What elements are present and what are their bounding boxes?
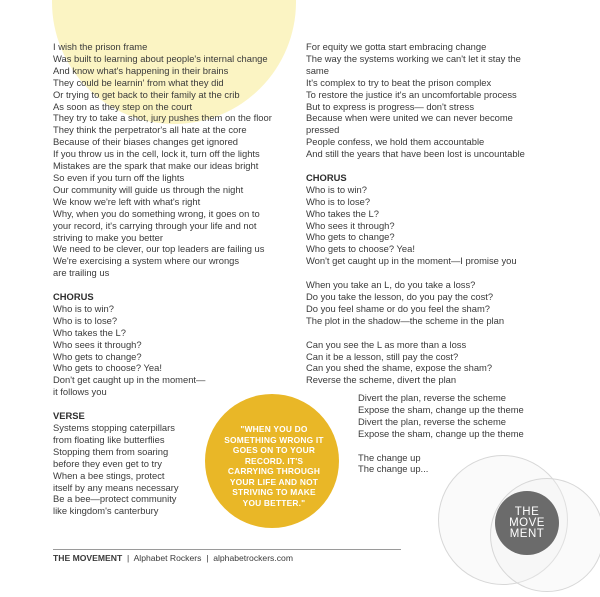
lyric-line: Expose the sham, change up the theme <box>358 403 524 415</box>
lyric-line: To restore the justice it's an uncomfortable process <box>306 88 517 100</box>
lyric-line: Who gets to choose? Yea! <box>306 243 415 255</box>
stanza-break <box>306 160 525 172</box>
lyric-line: Who gets to change? <box>53 350 142 362</box>
lyric-line: We need to be clever, our top leaders are failing us <box>53 243 265 255</box>
lyric-line: Who gets to change? <box>306 231 395 243</box>
lyric-line: your record, it's carrying through your life and not <box>53 219 257 231</box>
lyric-line: from floating like butterflies <box>53 433 165 445</box>
lyric-line: Do you take the lesson, do you pay the cost? <box>306 291 494 302</box>
lyric-line: They think the perpetrator's all hate at the core <box>53 124 247 136</box>
lyric-line: Can it be a lesson, still pay the cost? <box>306 350 459 362</box>
footer-artist: Alphabet Rockers <box>133 553 202 563</box>
lyric-line: Do you feel shame or do you feel the sham? <box>306 302 490 314</box>
lyric-line: When you take an L, do you take a loss? <box>306 279 476 291</box>
lyric-line: When a bee stings, protect <box>53 469 165 481</box>
lyric-line: We're exercising a system where our wrongs <box>53 255 240 267</box>
lyric-line: Who sees it through? <box>306 219 395 231</box>
lyric-line: And still the years that have been lost is uncountable <box>306 148 525 160</box>
lyric-line: Who takes the L? <box>53 326 126 338</box>
lyric-line: itself by any means necessary <box>53 481 179 493</box>
lyric-line: Be a bee—protect community <box>53 493 177 505</box>
lyric-line: Who gets to choose? Yea! <box>53 362 162 374</box>
lyrics-column-bridge <box>358 392 524 475</box>
lyric-line: But to express is progress— don't stress <box>306 100 475 112</box>
lyric-line: If you throw us in the cell, lock it, turn off the lights <box>53 148 260 160</box>
lyric-line: Won't get caught up in the moment—I promise you <box>306 255 517 267</box>
lyric-line: Can you shed the shame, expose the sham? <box>306 362 493 374</box>
lyric-line: like kingdom's canterbury <box>53 505 159 517</box>
lyric-line: Who is to win? <box>306 183 367 195</box>
lyric-line: Because when were united we can never become <box>306 112 513 124</box>
lyrics-column-right <box>306 41 525 386</box>
section-heading: CHORUS <box>53 291 94 303</box>
stanza-break <box>358 440 524 452</box>
footer-separator: | <box>206 553 209 563</box>
lyric-line: So even if you turn off the lights <box>53 171 185 183</box>
lyric-line: Why, when you do something wrong, it goes on to <box>53 207 260 219</box>
footer <box>53 553 293 563</box>
lyric-line: It's complex to try to beat the prison complex <box>306 76 492 88</box>
pull-quote: "WHEN YOU DO SOMETHING WRONG IT GOES ON TO YOUR RECORD. IT'S CARRYING THROUGH YOUR LIFE AND NOT STRIVING TO MAKE YOU BETTER." <box>224 424 324 508</box>
lyric-line: People confess, we hold them accountable <box>306 136 485 148</box>
lyric-line: Divert the plan, reverse the scheme <box>358 415 506 427</box>
lyric-line: Who is to lose? <box>306 195 371 207</box>
badge-line-1: THE <box>514 505 540 518</box>
lyric-line: Was built to learning about people's internal change <box>53 52 268 64</box>
lyric-line: They try to take a shot, jury pushes them on the floor <box>53 112 272 124</box>
lyric-line: Who is to lose? <box>53 314 118 326</box>
lyric-line: The change up... <box>358 463 429 475</box>
lyric-line: Because of their biases changes get ignored <box>53 136 239 148</box>
the-movement-badge <box>495 491 559 555</box>
lyric-line: I wish the prison frame <box>53 41 148 52</box>
lyric-line: Divert the plan, reverse the scheme <box>358 392 506 403</box>
lyric-line: Systems stopping caterpillars <box>53 421 175 433</box>
lyric-line: Stopping them from soaring <box>53 445 169 457</box>
lyric-line: And know what's happening in their brains <box>53 64 229 76</box>
lyric-line: Who is to win? <box>53 302 114 314</box>
lyric-line: For equity we gotta start embracing change <box>306 41 487 52</box>
lyric-line: The change up <box>358 451 421 463</box>
lyric-line: pressed <box>306 124 340 136</box>
lyric-line: are trailing us <box>53 267 110 279</box>
lyric-line: Don't get caught up in the moment— <box>53 374 206 386</box>
lyric-line: same <box>306 64 329 76</box>
lyric-line: The plot in the shadow—the scheme in the plan <box>306 314 505 326</box>
lyric-line: Mistakes are the spark that make our ideas bright <box>53 160 259 172</box>
lyric-line: striving to make you better <box>53 231 163 243</box>
footer-separator: | <box>127 553 130 563</box>
lyric-line: Who sees it through? <box>53 338 142 350</box>
lyric-line: Expose the sham, change up the theme <box>358 427 524 439</box>
lyric-line: Reverse the scheme, divert the plan <box>306 374 457 386</box>
badge-line-3: MENT <box>509 527 545 540</box>
section-heading: VERSE <box>53 410 85 422</box>
lyric-line: Our community will guide us through the night <box>53 183 244 195</box>
lyric-line: Who takes the L? <box>306 207 379 219</box>
lyric-line: Or trying to get back to their family at the crib <box>53 88 240 100</box>
badge-line-2: MOVE <box>509 516 545 529</box>
lyric-line: They could be learnin' from what they did <box>53 76 224 88</box>
lyric-line: before they even get to try <box>53 457 162 469</box>
footer-website-link[interactable]: alphabetrockers.com <box>213 553 293 563</box>
footer-brand: THE MOVEMENT <box>53 553 123 563</box>
lyric-line: Can you see the L as more than a loss <box>306 338 467 350</box>
stanza-break <box>306 327 525 339</box>
lyric-line: The way the systems working we can't let it stay the <box>306 52 521 64</box>
lyric-line: it follows you <box>53 386 107 398</box>
stanza-break <box>53 279 272 291</box>
stanza-break <box>306 267 525 279</box>
lyric-line: We know we're left with what's right <box>53 195 201 207</box>
lyric-line: As soon as they step on the court <box>53 100 193 112</box>
section-heading: CHORUS <box>306 171 347 183</box>
footer-divider <box>53 549 401 550</box>
